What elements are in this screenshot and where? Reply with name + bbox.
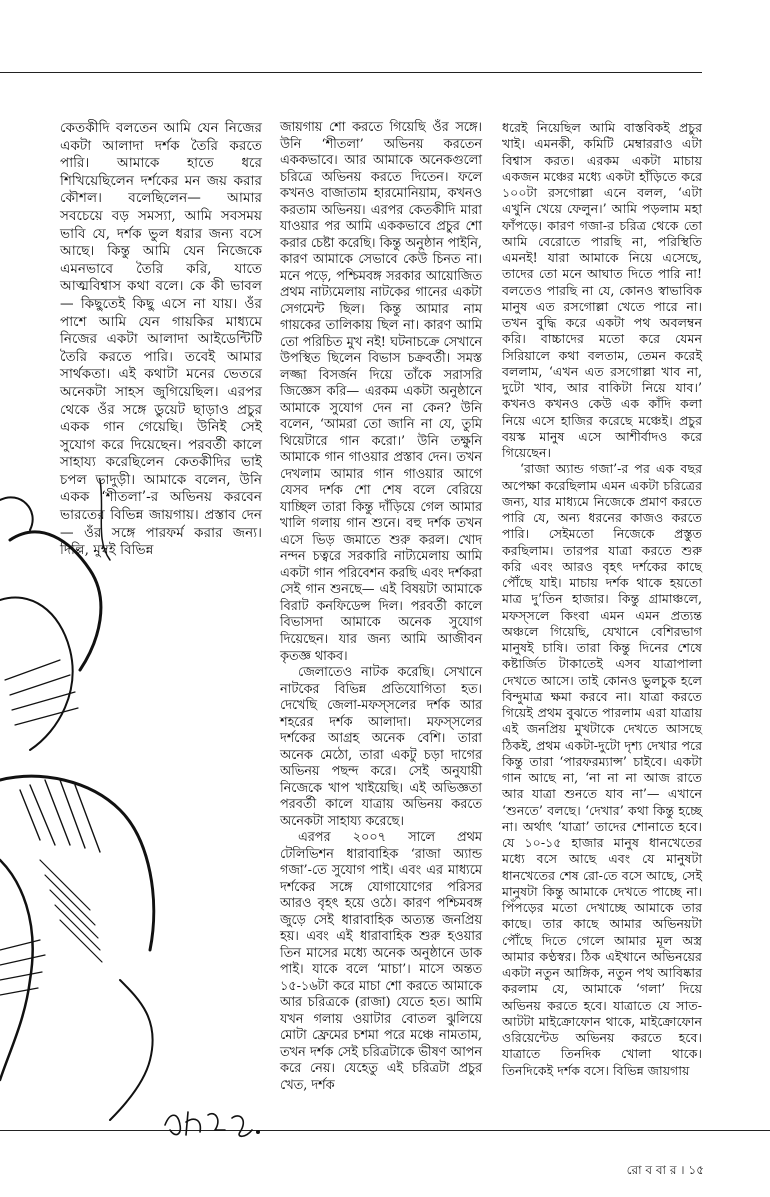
portrait-sketch-illustration bbox=[0, 480, 270, 1140]
paragraph: জায়গায় শো করতে গিয়েছি ওঁর সঙ্গে। উনি ‘শীতলা’ অভিনয় করতেন এককভাবে। আর আমাকে অনেকগুলো চরিত্রে অভিনয় করতে দিতেন। ফলে কখনও বাজাতাম হারমোনিয়াম, কখনও করতাম অভিনয়। এরপর কেতকীদি মারা যাওয়ার পর আমি এককভাবে প্রচুর শো করার চেষ্টা করেছি। কিন্তু অনুষ্ঠান পাইনি, কারণ আমাকে সেভাবে কেউ চিনত না। মনে পড়ে, পশ্চিমবঙ্গ সরকার আয়োজিত প্রথম নাট্যমেলায় নাটকের গানের একটা সেগমেন্ট ছিল। কিন্তু আমার নাম গায়কের তালিকায় ছিল না। কারণ আমি তো পরিচিত মুখ নই! ঘটনাচক্রে সেখানে উপস্থিত ছিলেন বিভাস চক্রবর্তী। সমস্ত লজ্জা বিসর্জন দিয়ে তাঁকে সরাসরি জিজ্ঞেস করি— এরকম একটা অনুষ্ঠানে আমাকে সুযোগ দেন না কেন? উনি বলেন, ‘আমরা তো জানি না যে, তুমি থিয়েটারে গান করো।’ উনি তক্ষুনি আমাকে গান গাওয়ার প্রস্তাব দেন। তখন দেখলাম আমার গান গাওয়ার আগে যেসব দর্শক শো শেষ বলে বেরিয়ে যাচ্ছিল তারা কিন্তু দাঁড়িয়ে গেল আমার খালি গলায় গান শুনে। বহু দর্শক তখন এসে ভিড় জমাতে শুরু করল। খোদ নন্দন চত্বরে সরকারি নাট্যমেলায় আমি একটা গান পরিবেশন করছি এবং দর্শকরা সেই গান শুনছে— এই বিষয়টা আমাকে বিরাট কনফিডেন্স দিল। পরবর্তী কালে বিভাসদা আমাকে অনেক সুযোগ দিয়েছেন। যার জন্য আমি আজীবন কৃতজ্ঞ থাকব। bbox=[280, 120, 482, 664]
article-column-3 bbox=[502, 120, 702, 1079]
paragraph: ধরেই নিয়েছিল আমি বাস্তবিকই প্রচুর খাই। এমনকী, কমিটি মেম্বাররাও এটা বিশ্বাস করত। এরকম একটা মাচায় একজন মঞ্চের মধ্যে একটা হাঁড়িতে করে ১০০টা রসগোল্লা এনে বলল, ‘এটা এখুনি খেয়ে ফেলুন।’ আমি পড়লাম মহা ফাঁপড়ে। কারণ গজা-র চরিত্র থেকে তো আমি বেরোতে পারছি না, পরিস্থিতি এমনই! যারা আমাকে নিয়ে এসেছে, তাদের তো মনে আঘাত দিতে পারি না! বলতেও পারছি না যে, কোনও স্বাভাবিক মানুষ এত রসগোল্লা খেতে পারে না। তখন বুদ্ধি করে একটা পথ অবলম্বন করি। বাচ্চাদের মতো করে যেমন সিরিয়ালে কথা বলতাম, তেমন করেই বললাম, ‘এখন এত রসগোল্লা খাব না, দুটো খাব, আর বাকিটা নিয়ে যাব।’ কখনও কখনও কেউ এক কাঁদি কলা নিয়ে এসে হাজির করেছে মঞ্চেই। প্রচুর বয়স্ক মানুষ এসে আশীর্বাদও করে গিয়েছেন। bbox=[502, 120, 702, 460]
page-footer bbox=[627, 1162, 704, 1182]
paragraph: এরপর ২০০৭ সালে প্রথম টেলিভিশন ধারাবাহিক ‘রাজা অ্যান্ড গজা’-তে সুযোগ পাই। এবং এর মাধ্যমে দর্শকের সঙ্গে যোগাযোগের পরিসর আরও বৃহৎ হয়ে ওঠে। কারণ পশ্চিমবঙ্গ জুড়ে সেই ধারাবাহিক অত্যন্ত জনপ্রিয় হয়। এবং এই ধারাবাহিক শুরু হওয়ার তিন মাসের মধ্যে অনেক অনুষ্ঠানে ডাক পাই। যাকে বলে ‘মাচা’। মাসে অন্তত ১৫-১৬টা করে মাচা শো করতে আমাকে আর চরিত্রকে (রাজা) যেতে হত। আমি যখন গলায় ওয়াটার বোতল ঝুলিয়ে মোটা ফ্রেমের চশমা পরে মঞ্চে নামতাম, তখন দর্শক সেই চরিত্রটাকে ভীষণ আপন করে নেয়। যেহেতু এই চরিত্রটা প্রচুর খেত, দর্শক bbox=[280, 830, 482, 1093]
article-column-2 bbox=[280, 120, 482, 1094]
paragraph: কেতকীদি বলতেন আমি যেন নিজের একটা আলাদা দর্শক তৈরি করতে পারি। আমাকে হাতে ধরে শিখিয়েছিলেন দর্শকের মন জয় করার কৌশল। বলেছিলেন— আমার সবচেয়ে বড় সমস্যা, আমি সবসময় ভাবি যে, দর্শক ভুল ধরার জন্য বসে আছে। কিন্তু আমি যেন নিজেকে এমনভাবে তৈরি করি, যাতে আত্মবিশ্বাস কথা বলে। কে কী ভাবল— কিছুতেই কিছু এসে না যায়। ওঁর পাশে আমি যেন গায়কির মাধ্যমে নিজের একটা আলাদা আইডেন্টিটি তৈরি করতে পারি। তবেই আমার সার্থকতা। এই কথাটা মনের ভেতরে অনেকটা সাহস জুগিয়েছিল। এরপর থেকে ওঁর সঙ্গে ডুয়েট ছাড়াও প্রচুর একক গান গেয়েছি। উনিই সেই সুযোগ করে দিয়েছেন। পরবর্তী কালে সাহায্য করেছিলেন কেতকীদির ভাই চপল ভাদুড়ী। আমাকে বলেন, উনি একক ‘শীতলা’-র অভিনয় করবেন ভারতের বিভিন্ন জায়গায়। প্রস্তাব দেন— ওঁর সঙ্গে পারফর্ম করার জন্য। দিল্লি, মুম্বই বিভিন্ন bbox=[60, 120, 262, 559]
article-column-1 bbox=[60, 120, 262, 560]
artist-signature bbox=[165, 1112, 259, 1136]
page-number: ১৫ bbox=[688, 1163, 704, 1177]
magazine-name: রো ব বা র bbox=[626, 1163, 677, 1177]
paragraph: জেলাতেও নাটক করেছি। সেখানে নাটকের বিভিন্ন প্রতিযোগিতা হত। দেখেছি জেলা-মফস্সলের দর্শক আর শহরের দর্শক আলাদা। মফস্সলের দর্শকের আগ্রহ অনেক বেশি। তারা অনেক মেঠো, তারা একটু চড়া দাগের অভিনয় পছন্দ করে। সেই অনুযায়ী নিজেকে খাপ খাইয়েছি। এই অভিজ্ঞতা পরবর্তী কালে যাত্রায় অভিনয় করতে অনেকটা সাহায্য করেছে। bbox=[280, 665, 482, 829]
top-rule bbox=[0, 72, 702, 73]
footer-separator: । bbox=[680, 1163, 685, 1177]
paragraph: ‘রাজা অ্যান্ড গজা’-র পর এক বছর অপেক্ষা করেছিলাম এমন একটা চরিত্রের জন্য, যার মাধ্যমে নিজেকে প্রমাণ করতে পারি যে, অন্য ধরনের কাজও করতে পারি। সেইমতো নিজেকে প্রস্তুত করছিলাম। তারপর যাত্রা করতে শুরু করি এবং আরও বৃহৎ দর্শকের কাছে পৌঁছে যাই। মাচায় দর্শক থাকে হয়তো মাত্র দু’তিন হাজার। কিন্তু গ্রামাঞ্চলে, মফস্সলে কিংবা এমন এমন প্রত্যন্ত অঞ্চলে গিয়েছি, যেখানে বেশিরভাগ মানুষই চাষি। তারা কিন্তু দিনের শেষে কষ্টার্জিত টাকাতেই এসব যাত্রাপালা দেখতে আসে। তাই কোনও ভুলচুক হলে বিন্দুমাত্র ক্ষমা করবে না। যাত্রা করতে গিয়েই প্রথম বুঝতে পারলাম এরা যাত্রায় এই জনপ্রিয় মুখটাকে দেখতে আসছে ঠিকই, প্রথম একটা-দুটো দৃশ্য দেখার পরে কিন্তু তারা ‘পারফরম্যান্স’ চাইবে। একটা গান আছে না, ‘না না না আজ রাতে আর যাত্রা শুনতে যাব না’— এখানে ‘শুনতে’ বলছে। ‘দেখার’ কথা কিন্তু হচ্ছে না। অর্থাৎ ‘যাত্রা’ তাদের শোনাতে হবে। যে ১০-১৫ হাজার মানুষ ধানখেতের মধ্যে বসে আছে এবং যে মানুষটা ধানখেতের শেষ রো-তে বসে আছে, সেই মানুষটা কিন্তু আমাকে দেখতে পাচ্ছে না। পিঁপড়ের মতো দেখাচ্ছে আমাকে তার কাছে। তার কাছে আমার অভিনয়টা পৌঁছে দিতে গেলে আমার মূল অস্ত্র আমার কণ্ঠস্বর। ঠিক এইখানে অভিনয়ের একটা নতুন আঙ্গিক, নতুন পথ আবিষ্কার করলাম যে, আমাকে ‘গলা’ দিয়ে অভিনয় করতে হবে। যাত্রাতে যে সাত-আটটা মাইক্রোফোন থাকে, মাইক্রোফোন ওরিয়েন্টেড অভিনয় করতে হবে। যাত্রাতে তিনদিক খোলা থাকে। তিনদিকেই দর্শক বসে। বিভিন্ন জায়গায় bbox=[502, 461, 702, 1078]
